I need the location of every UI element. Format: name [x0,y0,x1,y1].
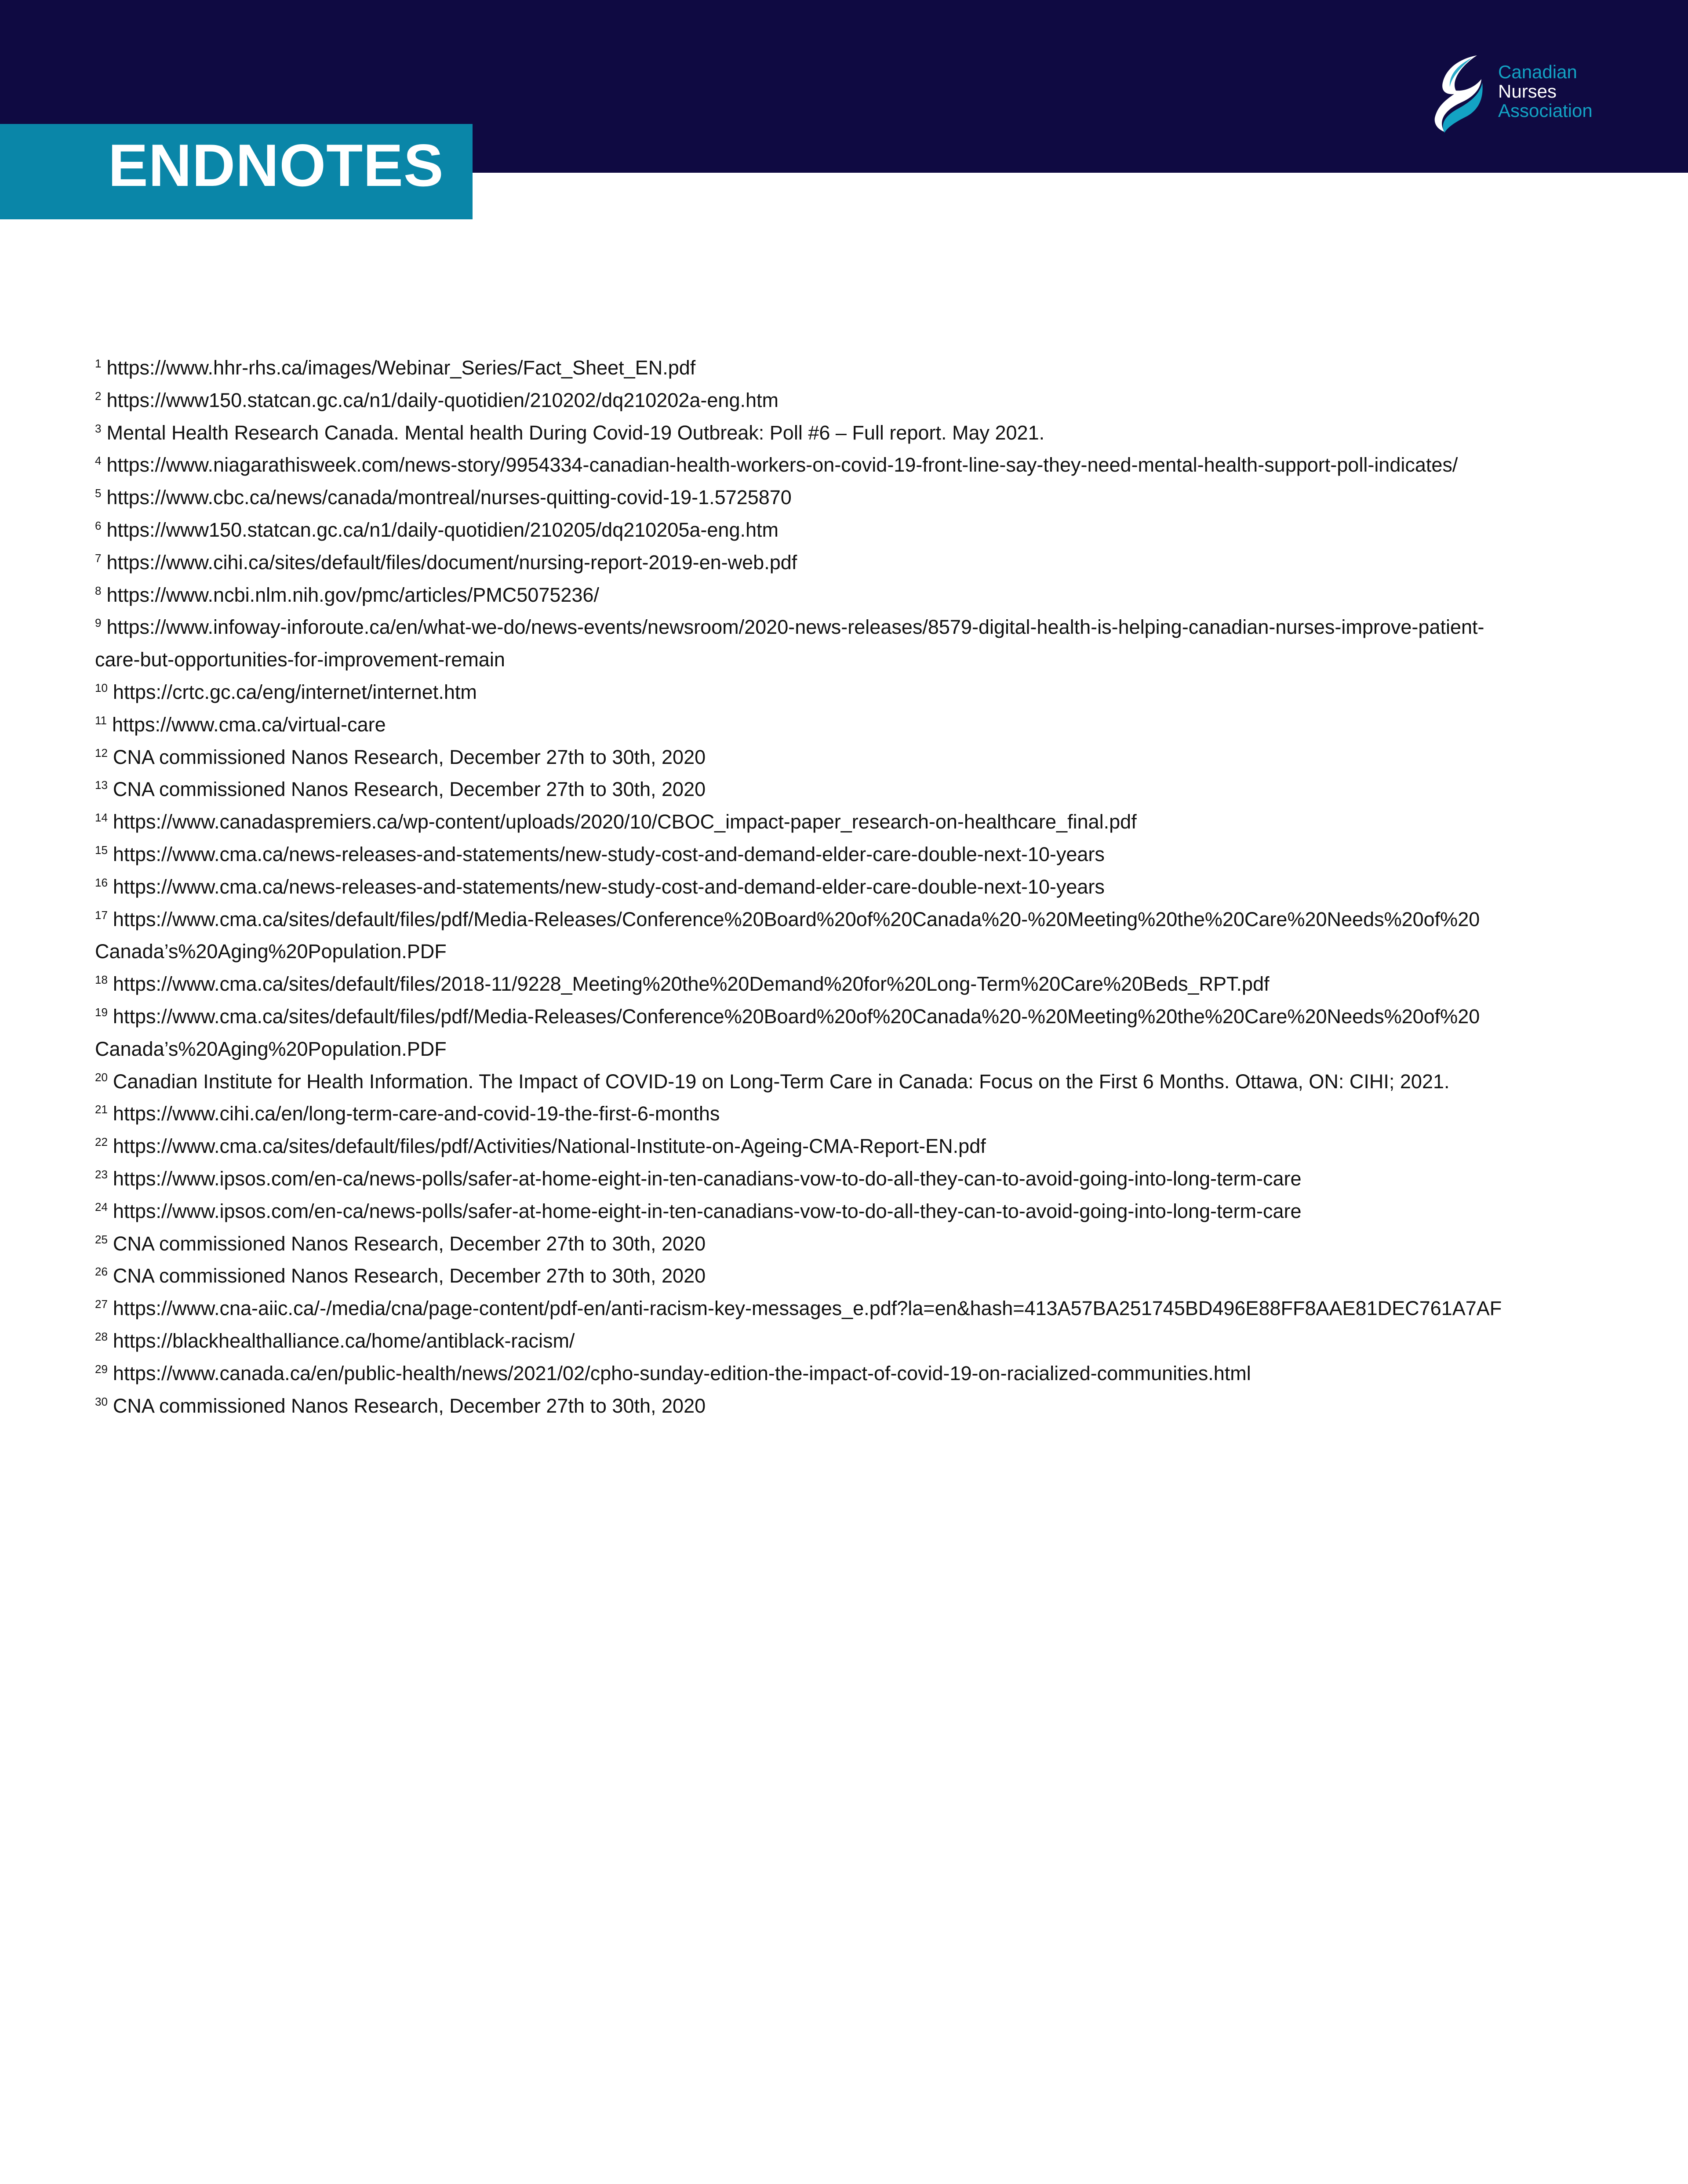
endnote-item [95,1163,1598,1195]
endnote-number: 25 [95,1232,108,1246]
endnote-number: 22 [95,1135,108,1149]
endnote-item [95,1228,1598,1260]
endnote-link[interactable]: https://www.cma.ca/virtual-care [112,713,386,736]
endnote-item [95,968,1598,1000]
endnotes-list [95,352,1598,1422]
endnote-item [95,481,1598,514]
endnote-number: 9 [95,616,102,630]
endnote-number: 7 [95,551,102,565]
endnote-item [95,1260,1598,1292]
endnote-link[interactable]: https://www.cma.ca/sites/default/files/pdf/Activities/National-Institute-on-Ageing-CMA-Report-EN.pdf [113,1135,986,1158]
endnote-number: 13 [95,778,108,792]
endnote-number: 6 [95,519,102,532]
endnote-number: 1 [95,357,102,370]
endnote-item [95,709,1598,741]
endnote-item [95,741,1598,774]
endnote-continuation[interactable]: Canada’s%20Aging%20Population.PDF [95,940,447,963]
endnote-link[interactable]: https://www.cma.ca/news-releases-and-statements/new-study-cost-and-demand-elder-care-double-next-10-years [113,875,1105,898]
endnote-item [95,417,1598,449]
endnote-item [95,838,1598,871]
endnote-number: 30 [95,1395,108,1408]
endnote-number: 2 [95,389,102,403]
endnote-text: Mental Health Research Canada. Mental health During Covid-19 Outbreak: Poll #6 – Full report. May 2021. [106,421,1045,444]
endnote-item [95,611,1598,643]
endnote-item [95,352,1598,384]
endnote-item [95,1292,1598,1325]
endnote-continuation[interactable]: Canada’s%20Aging%20Population.PDF [95,1037,447,1060]
endnote-number: 26 [95,1265,108,1279]
endnote-item [95,1130,1598,1163]
endnote-text: CNA commissioned Nanos Research, December 27th to 30th, 2020 [113,745,706,768]
endnote-text: CNA commissioned Nanos Research, December 27th to 30th, 2020 [113,778,706,801]
logo-text-association: Association [1498,100,1593,121]
endnote-number: 10 [95,681,108,694]
endnote-number: 3 [95,422,102,435]
endnote-item [95,1097,1598,1130]
endnote-link[interactable]: https://www.ipsos.com/en-ca/news-polls/safer-at-home-eight-in-ten-canadians-vow-to-do-all-they-can-to-avoid-going-into-long-term-care [113,1199,1302,1222]
endnote-number: 8 [95,584,102,597]
endnote-link[interactable]: https://www.niagarathisweek.com/news-story/9954334-canadian-health-workers-on-covid-19-front-line-say-they-need-mental-health-support-poll-indicates/ [106,454,1458,476]
endnote-item [95,546,1598,579]
endnote-number: 20 [95,1070,108,1084]
endnote-number: 18 [95,973,108,987]
endnote-text: CNA commissioned Nanos Research, December 27th to 30th, 2020 [113,1394,706,1417]
endnote-number: 19 [95,1005,108,1019]
endnote-link[interactable]: https://www.ipsos.com/en-ca/news-polls/safer-at-home-eight-in-ten-canadians-vow-to-do-all-they-can-to-avoid-going-into-long-term-care [113,1167,1302,1190]
endnote-link[interactable]: https://www.cbc.ca/news/canada/montreal/nurses-quitting-covid-19-1.5725870 [106,486,792,509]
endnote-link[interactable]: https://www.cma.ca/sites/default/files/2018-11/9228_Meeting%20the%20Demand%20for%20Long-Term%20Care%20Beds_RPT.pdf [113,973,1270,996]
endnote-continuation[interactable]: care-but-opportunities-for-improvement-remain [95,648,505,671]
endnote-number: 16 [95,876,108,889]
endnote-link[interactable]: https://www.cma.ca/sites/default/files/pdf/Media-Releases/Conference%20Board%20of%20Canada%20-%20Meeting%20the%20Care%20Needs%20of%20 [113,1005,1480,1028]
endnote-text: Canadian Institute for Health Information. The Impact of COVID-19 on Long-Term Care in Canada: Focus on the First 6 Months. Ottawa, ON: CIHI; 2021. [113,1070,1450,1093]
logo-text-canadian: Canadian [1498,62,1577,82]
endnote-text: CNA commissioned Nanos Research, December 27th to 30th, 2020 [113,1265,706,1287]
endnote-link[interactable]: https://crtc.gc.ca/eng/internet/internet.htm [113,680,477,703]
endnote-number: 27 [95,1297,108,1311]
endnote-link[interactable]: https://www.cma.ca/news-releases-and-statements/new-study-cost-and-demand-elder-care-double-next-10-years [113,843,1105,865]
endnote-number: 24 [95,1200,108,1214]
endnote-item [95,579,1598,611]
endnote-link[interactable]: https://www.cna-aiic.ca/-/media/cna/page-content/pdf-en/anti-racism-key-messages_e.pdf?la=en&hash=413A57BA251745BD496E88FF8AAE81DEC761A7AF [113,1297,1502,1320]
endnote-item [95,1065,1598,1098]
endnote-link[interactable]: https://www.ncbi.nlm.nih.gov/pmc/articles/PMC5075236/ [106,583,599,606]
endnote-link[interactable]: https://www.infoway-inforoute.ca/en/what-we-do/news-events/newsroom/2020-news-releases/8579-digital-health-is-helping-canadian-nurses-improve-patient- [106,616,1484,639]
endnote-item [95,773,1598,806]
endnote-link[interactable]: https://blackhealthalliance.ca/home/antiblack-racism/ [113,1329,575,1352]
endnote-item [95,1390,1598,1422]
page-title: ENDNOTES [108,132,444,199]
endnote-link[interactable]: https://www150.statcan.gc.ca/n1/daily-quotidien/210202/dq210202a-eng.htm [106,389,779,411]
endnote-link[interactable]: https://www.cihi.ca/en/long-term-care-and-covid-19-the-first-6-months [113,1102,720,1125]
endnote-link[interactable]: https://www150.statcan.gc.ca/n1/daily-quotidien/210205/dq210205a-eng.htm [106,518,779,541]
endnote-number: 12 [95,746,108,759]
endnote-number: 15 [95,843,108,857]
endnote-text: CNA commissioned Nanos Research, December 27th to 30th, 2020 [113,1232,706,1255]
endnote-link[interactable]: https://www.cma.ca/sites/default/files/pdf/Media-Releases/Conference%20Board%20of%20Canada%20-%20Meeting%20the%20Care%20Needs%20of%20 [113,908,1480,930]
cna-logo [1420,49,1604,137]
endnote-item [95,806,1598,838]
endnote-item [95,514,1598,546]
endnote-link[interactable]: https://www.canada.ca/en/public-health/news/2021/02/cpho-sunday-edition-the-impact-of-covid-19-on-racialized-communities.html [113,1362,1251,1385]
endnote-item [95,1357,1598,1390]
endnote-item [95,1000,1598,1033]
endnote-number: 29 [95,1362,108,1376]
endnote-number: 23 [95,1167,108,1181]
endnote-item [95,449,1598,481]
endnote-number: 5 [95,487,102,500]
endnote-number: 17 [95,908,108,922]
endnote-item [95,903,1598,936]
endnote-item [95,676,1598,709]
cna-wave-logo-icon [1420,52,1486,135]
endnote-link[interactable]: https://www.cihi.ca/sites/default/files/document/nursing-report-2019-en-web.pdf [106,551,797,574]
logo-text-nurses: Nurses [1498,81,1557,102]
endnote-item [95,1195,1598,1228]
endnote-number: 14 [95,811,108,825]
endnote-link[interactable]: https://www.canadaspremiers.ca/wp-content/uploads/2020/10/CBOC_impact-paper_research-on-healthcare_final.pdf [113,810,1137,833]
endnote-item [95,871,1598,903]
endnote-item [95,1325,1598,1357]
endnote-number: 21 [95,1103,108,1116]
endnote-number: 28 [95,1330,108,1343]
endnote-number: 4 [95,454,102,468]
endnote-item [95,384,1598,417]
endnote-number: 11 [95,713,107,727]
endnote-link[interactable]: https://www.hhr-rhs.ca/images/Webinar_Series/Fact_Sheet_EN.pdf [106,356,696,379]
